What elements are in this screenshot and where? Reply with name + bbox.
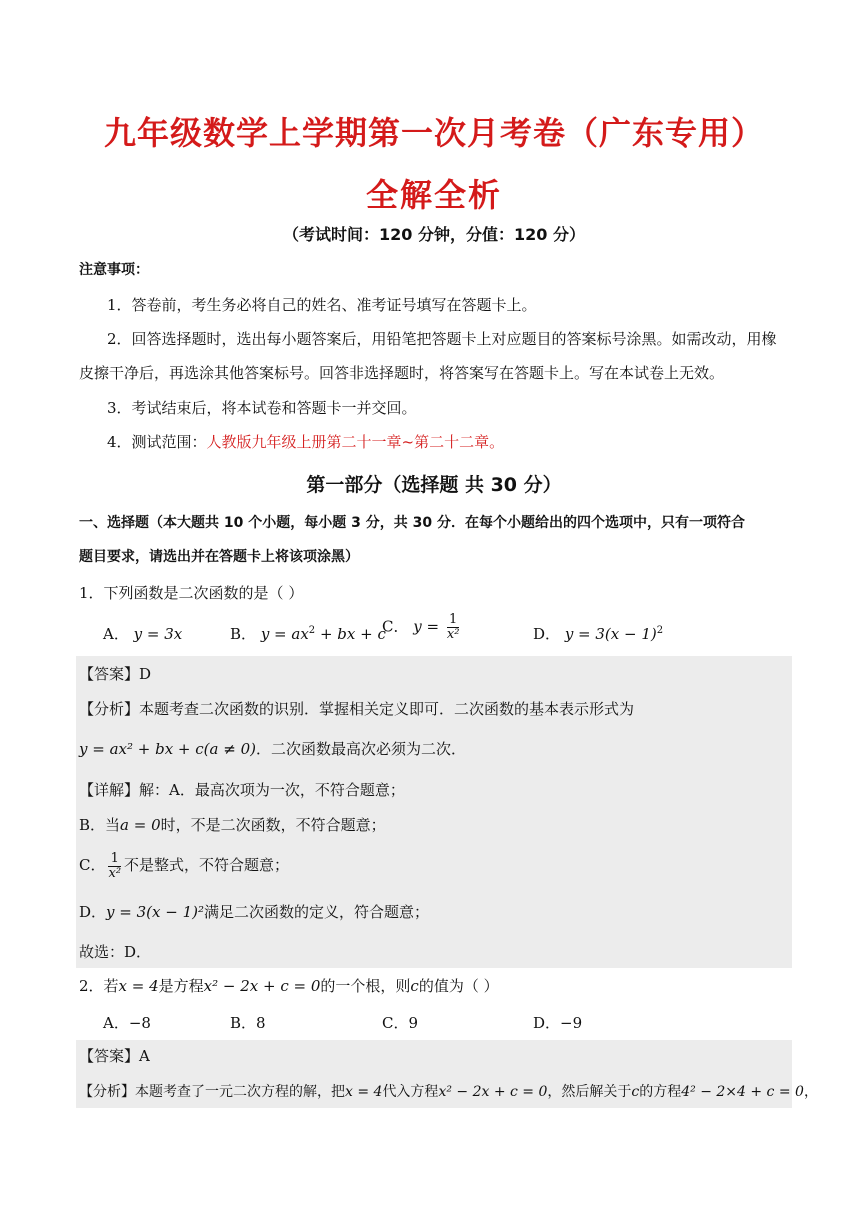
detail-text: 不是整式，不符合题意；: [124, 856, 290, 874]
document-title: 九年级数学上学期第一次月考卷（广东专用）: [103, 114, 764, 152]
q2-stem: [79, 976, 499, 996]
fraction: [447, 613, 460, 642]
detail-text: 满足二次函数的定义，符合题意；: [203, 903, 429, 921]
section-instructions-b: 题目要求，请选出并在答题卡上将该项涂黑）: [79, 549, 359, 565]
section-title: 第一部分（选择题 共 30 分）: [306, 474, 562, 496]
analysis-text: ．二次函数最高次必须为二次．: [255, 740, 466, 758]
option-label: A．: [103, 625, 129, 643]
formula: a = 0: [120, 816, 161, 834]
q1-option-d: D． $y = 3(x - 1)^2$: [533, 625, 664, 643]
notes-item-4-prefix: 4．测试范围：: [107, 433, 207, 451]
option-formula: y = 3(x − 1): [564, 625, 657, 643]
exam-info: （考试时间：120 分钟，分值：120 分）: [283, 225, 585, 244]
q1-conclusion: 故选：D．: [79, 943, 152, 961]
stem-text: 2．若: [79, 977, 119, 995]
q2-option-a: A．−8: [103, 1014, 151, 1032]
fraction-numerator: 1: [108, 852, 121, 867]
detail-text: D．: [79, 903, 107, 921]
analysis-text: ，然后解关于: [547, 1084, 632, 1100]
stem-text: 的一个根，则: [320, 977, 411, 995]
stem-text: 的值为（ ）: [418, 977, 499, 995]
formula: c: [410, 977, 419, 995]
detail-text: B．当: [79, 816, 121, 834]
option-formula: y = 3x: [133, 625, 183, 643]
analysis-text: ，: [803, 1084, 818, 1100]
option-formula-tail: + bx + c: [315, 625, 386, 643]
q1-analysis-b: [79, 739, 466, 759]
test-range: 人教版九年级上册第二十一章~第二十二章。: [206, 433, 505, 451]
detail-text: 时，不是二次函数，不符合题意；: [160, 816, 386, 834]
document-subtitle: 全解全析: [365, 176, 502, 214]
formula: x² − 2x + c = 0: [438, 1084, 548, 1100]
notes-item-2b: 皮擦干净后，再选涂其他答案标号。回答非选择题时，将答案写在答题卡上。写在本试卷上无效。: [79, 364, 725, 382]
notes-item-1: 1．答卷前，考生务必将自己的姓名、准考证号填写在答题卡上。: [107, 296, 537, 314]
q1-option-a: [103, 623, 182, 644]
detail-text: C．: [79, 856, 106, 874]
section-instructions-a: 一、选择题（本大题共 10 个小题，每小题 3 分，共 30 分．在每个小题给出的四个选项中，只有一项符合: [79, 515, 745, 531]
analysis-text: 的方程: [639, 1084, 682, 1100]
fraction: [108, 852, 121, 881]
option-label: D．: [533, 625, 561, 643]
notes-heading: 注意事项：: [79, 262, 149, 278]
formula: x = 4: [345, 1084, 383, 1100]
q2-answer: 【答案】A: [79, 1047, 150, 1065]
stem-text: 是方程: [158, 977, 204, 995]
q1-stem: 1．下列函数是二次函数的是（ ）: [79, 584, 304, 602]
formula: y = 3(x − 1)²: [106, 903, 204, 921]
formula: x² − 2x + c = 0: [203, 977, 321, 995]
q2-analysis: [79, 1082, 818, 1102]
q1-option-c: [382, 613, 462, 642]
option-formula: y =: [413, 617, 440, 636]
q1-analysis-a: 【分析】本题考查二次函数的识别．掌握相关定义即可．二次函数的基本表示形式为: [79, 700, 635, 718]
q1-answer: 【答案】D: [79, 665, 152, 683]
q2-option-d: D．−9: [533, 1014, 583, 1032]
formula: x = 4: [118, 977, 159, 995]
option-formula: y = ax: [260, 625, 309, 643]
option-label: B．: [230, 625, 257, 643]
fraction-numerator: 1: [447, 613, 460, 628]
option-label: C．: [382, 617, 409, 636]
formula: 4² − 2×4 + c = 0: [681, 1084, 804, 1100]
q1-option-b: B． $y = ax^2$ + bx + c: [230, 625, 386, 643]
q1-detail-c: [79, 848, 289, 882]
q1-detail-b: [79, 815, 386, 835]
q1-detail: 【详解】解：A．最高次项为一次，不符合题意；: [79, 781, 405, 799]
notes-item-3: 3．考试结束后，将本试卷和答题卡一并交回。: [107, 399, 417, 417]
q2-option-c: C．9: [382, 1014, 419, 1032]
q1-detail-d: [79, 902, 429, 922]
formula: c: [631, 1084, 640, 1100]
fraction-denominator: x²: [108, 865, 122, 881]
q2-option-b: B．8: [230, 1014, 266, 1032]
notes-item-2a: 2．回答选择题时，选出每小题答案后，用铅笔把答题卡上对应题目的答案标号涂黑。如需改动，用橡: [107, 330, 777, 348]
formula: y = ax² + bx + c(a ≠ 0): [79, 740, 256, 758]
fraction-denominator: x²: [446, 627, 460, 642]
analysis-text: 代入方程: [382, 1084, 439, 1100]
analysis-text: 【分析】本题考查了一元二次方程的解，把: [79, 1084, 345, 1100]
notes-item-4: [107, 432, 504, 452]
